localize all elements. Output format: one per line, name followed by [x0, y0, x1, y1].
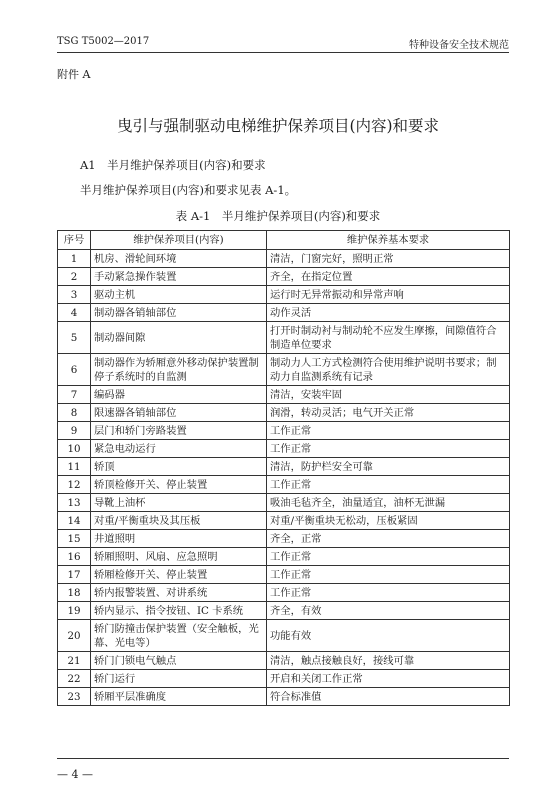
row-requirement: 吸油毛毡齐全，油量适宜，油杯无泄漏: [267, 494, 510, 512]
row-requirement: 工作正常: [267, 548, 510, 566]
row-requirement: 制动力人工方式检测符合使用维护说明书要求；制动力自监测系统有记录: [267, 354, 510, 386]
row-item: 机房、滑轮间环境: [91, 250, 267, 268]
table-row: [58, 404, 510, 422]
row-number: 9: [58, 422, 91, 440]
appendix-label: 附件 A: [57, 68, 91, 81]
row-item: 轿门防撞击保护装置（安全触板，光幕、光电等）: [91, 620, 267, 652]
table-row: [58, 688, 510, 706]
header-number: 序号: [58, 231, 91, 250]
row-item: 对重/平衡重块及其压板: [91, 512, 267, 530]
row-number: 20: [58, 620, 91, 652]
row-item: 驱动主机: [91, 286, 267, 304]
row-item: 层门和轿门旁路装置: [91, 422, 267, 440]
row-number: 2: [58, 268, 91, 286]
row-item: 井道照明: [91, 530, 267, 548]
row-number: 4: [58, 304, 91, 322]
row-number: 19: [58, 602, 91, 620]
row-requirement: 齐全，在指定位置: [267, 268, 510, 286]
row-requirement: 清洁，安装牢固: [267, 386, 510, 404]
row-number: 23: [58, 688, 91, 706]
table-row: [58, 602, 510, 620]
row-number: 7: [58, 386, 91, 404]
row-requirement: 润滑，转动灵活；电气开关正常: [267, 404, 510, 422]
table-row: [58, 440, 510, 458]
header-item: 维护保养项目(内容): [91, 231, 267, 250]
table-row: [58, 458, 510, 476]
row-requirement: 动作灵活: [267, 304, 510, 322]
table-row: [58, 512, 510, 530]
table-row: [58, 584, 510, 602]
row-item: 轿顶检修开关、停止装置: [91, 476, 267, 494]
row-number: 5: [58, 322, 91, 354]
row-number: 10: [58, 440, 91, 458]
table-row: [58, 354, 510, 386]
row-number: 1: [58, 250, 91, 268]
row-item: 制动器作为轿厢意外移动保护装置制停子系统时的自监测: [91, 354, 267, 386]
row-number: 8: [58, 404, 91, 422]
row-item: 轿门运行: [91, 670, 267, 688]
table-row: [58, 422, 510, 440]
row-requirement: 齐全，正常: [267, 530, 510, 548]
row-number: 17: [58, 566, 91, 584]
row-requirement: 运行时无异常振动和异常声响: [267, 286, 510, 304]
table-row: [58, 566, 510, 584]
table-row: [58, 530, 510, 548]
table-row: [58, 386, 510, 404]
row-requirement: 工作正常: [267, 476, 510, 494]
page-number: — 4 —: [57, 768, 93, 781]
row-requirement: 打开时制动衬与制动轮不应发生摩擦，间隙值符合制造单位要求: [267, 322, 510, 354]
table-row: [58, 548, 510, 566]
table-row: [58, 494, 510, 512]
row-item: 制动器间隙: [91, 322, 267, 354]
row-item: 编码器: [91, 386, 267, 404]
row-item: 限速器各销轴部位: [91, 404, 267, 422]
row-number: 12: [58, 476, 91, 494]
row-item: 轿厢照明、风扇、应急照明: [91, 548, 267, 566]
row-item: 轿厢检修开关、停止装置: [91, 566, 267, 584]
maintenance-table: [57, 230, 510, 706]
row-item: 轿门门锁电气触点: [91, 652, 267, 670]
row-number: 22: [58, 670, 91, 688]
row-requirement: 清洁，门窗完好，照明正常: [267, 250, 510, 268]
table-row: [58, 250, 510, 268]
row-requirement: 工作正常: [267, 440, 510, 458]
row-item: 紧急电动运行: [91, 440, 267, 458]
header-document-type: 特种设备安全技术规范: [409, 40, 509, 51]
row-number: 11: [58, 458, 91, 476]
footer-rule: [57, 758, 509, 760]
page-header: [57, 34, 509, 53]
section-heading: A1 半月维护保养项目(内容)和要求: [80, 158, 266, 172]
table-row: [58, 286, 510, 304]
table-row: [58, 268, 510, 286]
row-item: 轿内显示、指令按钮、IC 卡系统: [91, 602, 267, 620]
table-caption: 表 A-1 半月维护保养项目(内容)和要求: [175, 209, 381, 223]
table-row: [58, 304, 510, 322]
row-item: 轿顶: [91, 458, 267, 476]
row-item: 制动器各销轴部位: [91, 304, 267, 322]
row-number: 13: [58, 494, 91, 512]
row-item: 轿内报警装置、对讲系统: [91, 584, 267, 602]
header-requirement: 维护保养基本要求: [267, 231, 510, 250]
header-standard-code: TSG T5002—2017: [57, 36, 150, 47]
page-title: 曳引与强制驱动电梯维护保养项目(内容)和要求: [116, 117, 440, 135]
table-row: [58, 670, 510, 688]
row-requirement: 工作正常: [267, 584, 510, 602]
row-requirement: 工作正常: [267, 422, 510, 440]
row-item: 手动紧急操作装置: [91, 268, 267, 286]
row-requirement: 开启和关闭工作正常: [267, 670, 510, 688]
row-number: 3: [58, 286, 91, 304]
intro-paragraph: 半月维护保养项目(内容)和要求见表 A-1。: [80, 183, 297, 197]
row-number: 16: [58, 548, 91, 566]
table-header-row: [58, 231, 510, 250]
row-item: 轿厢平层准确度: [91, 688, 267, 706]
row-requirement: 对重/平衡重块无松动，压板紧固: [267, 512, 510, 530]
row-requirement: 清洁，防护栏安全可靠: [267, 458, 510, 476]
row-number: 15: [58, 530, 91, 548]
row-requirement: 符合标准值: [267, 688, 510, 706]
table-row: [58, 476, 510, 494]
row-number: 21: [58, 652, 91, 670]
table-row: [58, 322, 510, 354]
table-row: [58, 652, 510, 670]
row-requirement: 齐全，有效: [267, 602, 510, 620]
row-number: 6: [58, 354, 91, 386]
table-row: [58, 620, 510, 652]
row-number: 18: [58, 584, 91, 602]
row-item: 导靴上油杯: [91, 494, 267, 512]
row-requirement: 清洁，触点接触良好，接线可靠: [267, 652, 510, 670]
row-requirement: 工作正常: [267, 566, 510, 584]
row-requirement: 功能有效: [267, 620, 510, 652]
row-number: 14: [58, 512, 91, 530]
table-body: [58, 250, 510, 706]
